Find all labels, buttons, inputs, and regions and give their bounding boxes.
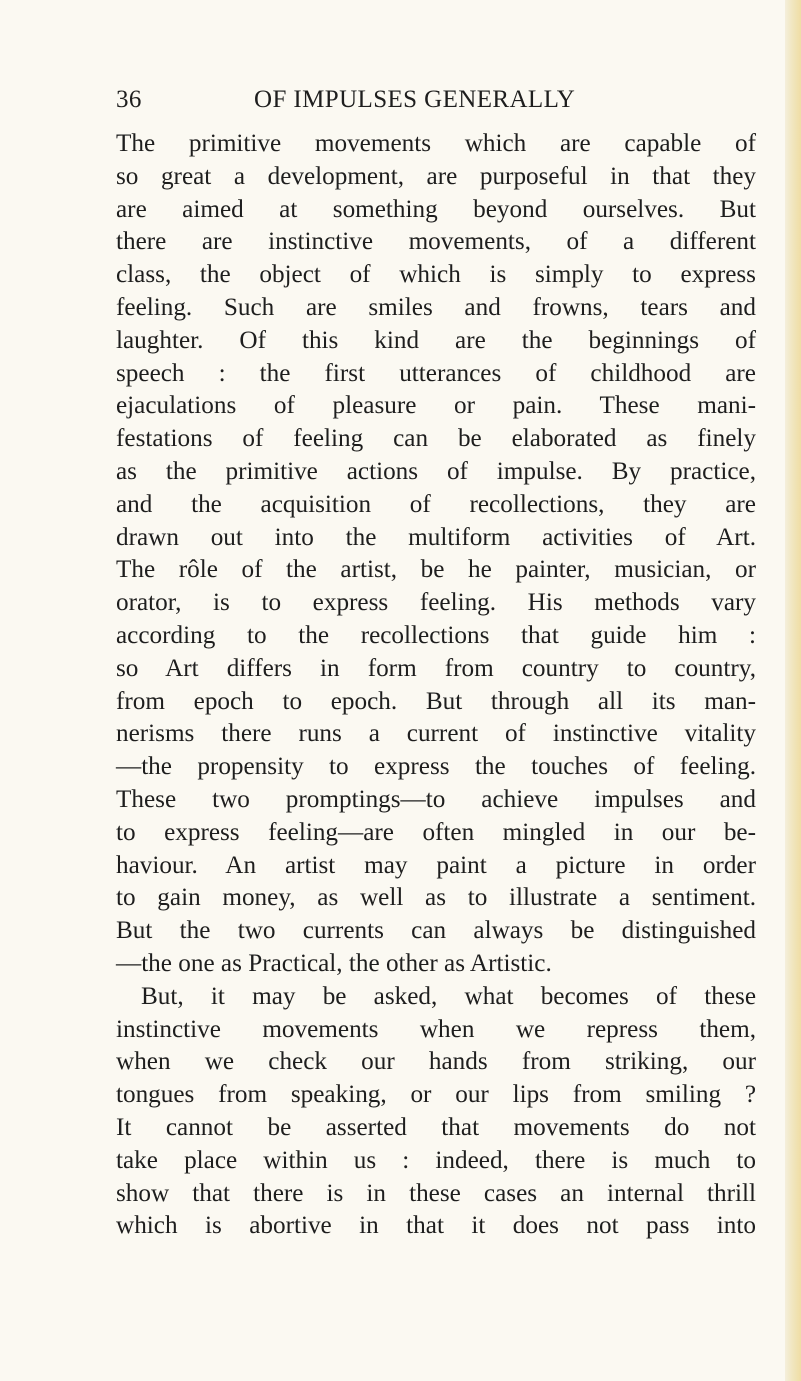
text-line: so great a development, are purposeful in that they	[116, 162, 756, 190]
text-line: orator, is to express feeling. His methods vary	[116, 589, 756, 617]
text-line: to gain money, as well as to illustrate a sentiment.	[116, 884, 756, 912]
text-line: It cannot be asserted that movements do not	[116, 1113, 756, 1141]
text-line: are aimed at something beyond ourselves. But	[116, 195, 756, 223]
text-line: so Art differs in form from country to country,	[116, 654, 756, 682]
text-line: These two promptings—to achieve impulses and	[116, 785, 756, 813]
text-line: The rôle of the artist, be he painter, musician, or	[116, 556, 756, 584]
running-head: OF IMPULSES GENERALLY	[254, 86, 576, 113]
page-edge-shading	[785, 0, 801, 1381]
text-line: from epoch to epoch. But through all its man-	[116, 687, 756, 715]
text-line: feeling. Such are smiles and frowns, tears and	[116, 293, 756, 321]
text-line: according to the recollections that guide him :	[116, 621, 756, 649]
text-line: haviour. An artist may paint a picture in order	[116, 851, 756, 879]
text-line: —the one as Practical, the other as Artistic.	[116, 949, 552, 977]
text-line: tongues from speaking, or our lips from smiling ?	[116, 1081, 756, 1109]
text-line: But the two currents can always be distinguished	[116, 917, 756, 945]
text-line: ejaculations of pleasure or pain. These mani-	[116, 392, 756, 420]
text-line: show that there is in these cases an internal thrill	[116, 1179, 756, 1207]
text-line: as the primitive actions of impulse. By practice,	[116, 457, 756, 485]
text-line: —the propensity to express the touches of feeling.	[116, 753, 756, 781]
text-line: to express feeling—are often mingled in our be-	[116, 818, 756, 846]
text-line: drawn out into the multiform activities of Art.	[116, 523, 756, 551]
text-line: nerisms there runs a current of instinctive vitality	[116, 720, 756, 748]
text-line: speech : the first utterances of childhood are	[116, 359, 756, 387]
page-number: 36	[116, 86, 142, 113]
body-text	[116, 128, 756, 1243]
text-line: The primitive movements which are capable of	[116, 130, 756, 157]
text-line: when we check our hands from striking, our	[116, 1048, 756, 1076]
page-header	[116, 86, 740, 120]
text-line: But, it may be asked, what becomes of these	[141, 982, 756, 1010]
text-line: and the acquisition of recollections, they are	[116, 490, 756, 518]
text-line: which is abortive in that it does not pass into	[116, 1212, 756, 1240]
text-line: festations of feeling can be elaborated as finely	[116, 425, 756, 453]
text-line: laughter. Of this kind are the beginnings of	[116, 326, 756, 354]
text-line: class, the object of which is simply to express	[116, 261, 756, 289]
text-line: instinctive movements when we repress them,	[116, 1015, 756, 1043]
text-line: there are instinctive movements, of a different	[116, 228, 756, 256]
text-line: take place within us : indeed, there is much to	[116, 1146, 756, 1174]
